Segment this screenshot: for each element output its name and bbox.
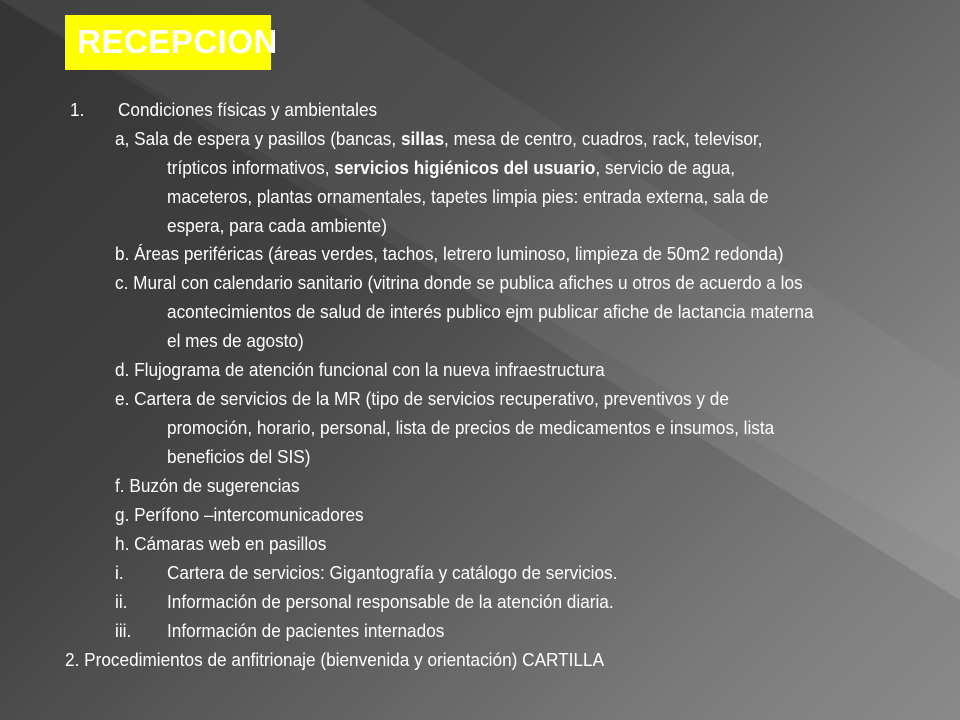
item-a-line-1-post: , mesa de centro, cuadros, rack, televisor, — [444, 128, 763, 149]
item-a-bold-servicios: servicios higiénicos del usuario — [334, 157, 596, 178]
item-a-bold-sillas: sillas — [400, 128, 445, 149]
item-e-line-3: beneficios del SIS) — [167, 446, 311, 467]
item-h: h. Cámaras web en pasillos — [115, 533, 327, 554]
item-a-line-4: espera, para cada ambiente) — [167, 215, 387, 236]
item-e-line-2: promoción, horario, personal, lista de precios de medicamentos e insumos, lista — [167, 417, 775, 438]
item-a-line-2 — [167, 156, 735, 180]
item-i-number: i. — [115, 562, 124, 583]
item-e-line-1: e. Cartera de servicios de la MR (tipo de servicios recuperativo, preventivos y de — [115, 388, 729, 409]
item-a-line-1-pre: a, Sala de espera y pasillos (bancas, — [115, 128, 401, 149]
item-1-number: 1. — [70, 99, 85, 120]
slide-title: RECEPCION — [77, 23, 278, 60]
item-iii-number: iii. — [115, 620, 132, 641]
item-c-line-1: c. Mural con calendario sanitario (vitrina donde se publica afiches u otros de acuerdo a los — [115, 272, 803, 293]
item-c-line-2: acontecimientos de salud de interés publico ejm publicar afiche de lactancia materna — [167, 301, 814, 322]
item-d: d. Flujograma de atención funcional con la nueva infraestructura — [115, 359, 605, 380]
title-box — [65, 15, 278, 70]
item-g: g. Perífono –intercomunicadores — [115, 504, 364, 525]
item-f: f. Buzón de sugerencias — [115, 475, 300, 496]
item-c-line-3: el mes de agosto) — [167, 330, 304, 351]
item-b: b. Áreas periféricas (áreas verdes, tachos, letrero luminoso, limpieza de 50m2 redonda) — [115, 243, 784, 264]
item-a-line-3: maceteros, plantas ornamentales, tapetes limpia pies: entrada externa, sala de — [167, 186, 769, 207]
item-a-line-2-pre: trípticos informativos, — [167, 157, 335, 178]
item-2-text: 2. Procedimientos de anfitrionaje (bienvenida y orientación) CARTILLA — [65, 649, 605, 670]
item-iii: Información de pacientes internados — [167, 620, 445, 641]
item-a-line-2-post: , servicio de agua, — [595, 157, 736, 178]
item-i: Cartera de servicios: Gigantografía y catálogo de servicios. — [167, 562, 618, 583]
item-ii-number: ii. — [115, 591, 128, 612]
item-1-text: Condiciones físicas y ambientales — [118, 99, 378, 120]
item-ii: Información de personal responsable de la atención diaria. — [167, 591, 614, 612]
item-a-line-1 — [115, 127, 762, 151]
